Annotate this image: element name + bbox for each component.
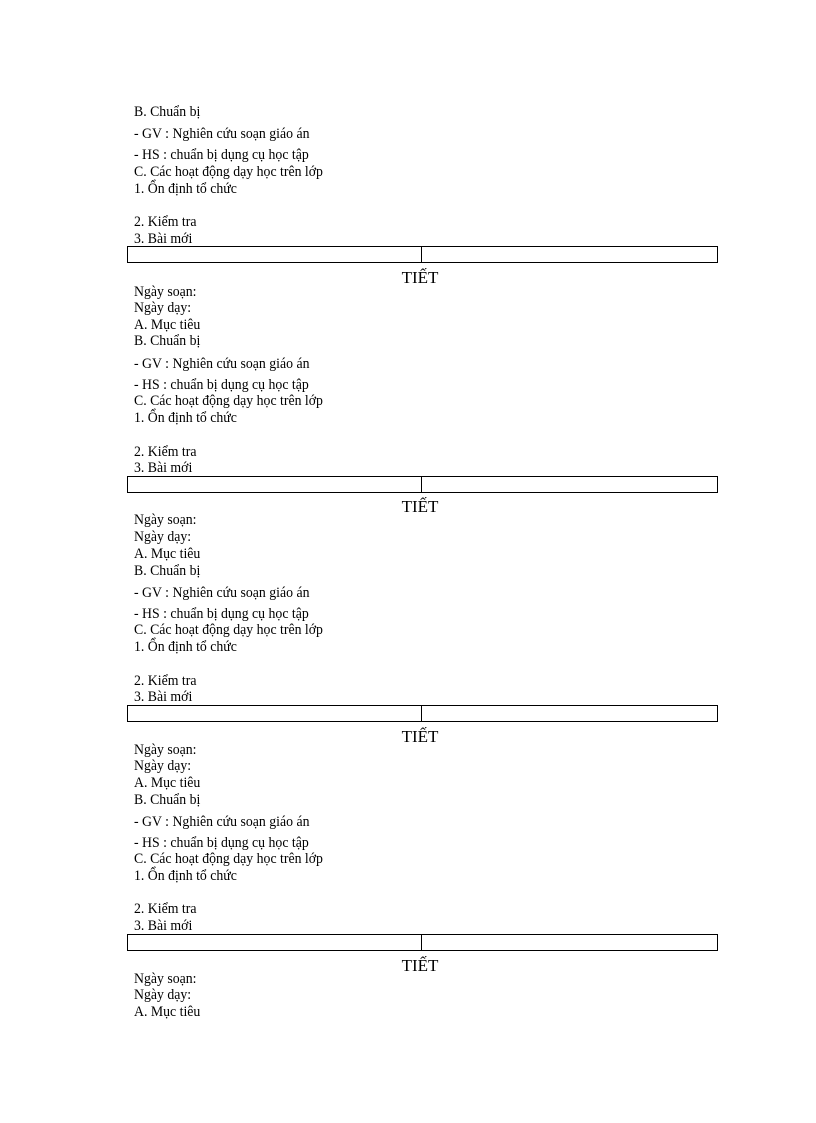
step-on-dinh: 1. Ổn định tổ chức (134, 181, 237, 197)
section-heading-muc-tieu: A. Mục tiêu (134, 775, 201, 791)
table-cell (128, 706, 422, 721)
section-heading-hoat-dong: C. Các hoạt động dạy học trên lớp (134, 622, 323, 638)
table-cell (422, 706, 717, 721)
table-cell (128, 247, 422, 262)
table-cell (128, 935, 422, 950)
section-heading-muc-tieu: A. Mục tiêu (134, 317, 201, 333)
section-heading-hoat-dong: C. Các hoạt động dạy học trên lớp (134, 851, 323, 867)
date-prepared: Ngày soạn: (134, 284, 197, 300)
teacher-prep-line: - GV : Nghiên cứu soạn giáo án (134, 814, 310, 830)
lesson-title: TIẾT (401, 268, 439, 287)
student-prep-line: - HS : chuẩn bị dụng cụ học tập (134, 606, 309, 622)
step-bai-moi: 3. Bài mới (134, 918, 193, 934)
teacher-prep-line: - GV : Nghiên cứu soạn giáo án (134, 585, 310, 601)
step-on-dinh: 1. Ổn định tổ chức (134, 868, 237, 884)
section-heading-muc-tieu: A. Mục tiêu (134, 1004, 201, 1020)
section-heading-chuan-bi: B. Chuẩn bị (134, 792, 201, 808)
lesson-table (127, 476, 718, 493)
lesson-table (127, 934, 718, 951)
step-kiem-tra: 2. Kiểm tra (134, 444, 197, 460)
lesson-title: TIẾT (401, 956, 439, 975)
step-kiem-tra: 2. Kiểm tra (134, 214, 197, 230)
student-prep-line: - HS : chuẩn bị dụng cụ học tập (134, 147, 309, 163)
table-cell (422, 935, 717, 950)
lesson-title: TIẾT (401, 497, 439, 516)
section-heading-chuan-bi: B. Chuẩn bị (134, 333, 201, 349)
lesson-table (127, 705, 718, 722)
lesson-title: TIẾT (401, 727, 439, 746)
date-taught: Ngày dạy: (134, 987, 192, 1003)
table-cell (422, 247, 717, 262)
section-heading-muc-tieu: A. Mục tiêu (134, 546, 201, 562)
lesson-table (127, 246, 718, 263)
date-prepared: Ngày soạn: (134, 971, 197, 987)
section-heading-chuan-bi: B. Chuẩn bị (134, 104, 201, 120)
student-prep-line: - HS : chuẩn bị dụng cụ học tập (134, 835, 309, 851)
date-taught: Ngày dạy: (134, 300, 192, 316)
step-kiem-tra: 2. Kiểm tra (134, 901, 197, 917)
date-taught: Ngày dạy: (134, 529, 192, 545)
step-bai-moi: 3. Bài mới (134, 231, 193, 247)
section-heading-chuan-bi: B. Chuẩn bị (134, 563, 201, 579)
step-bai-moi: 3. Bài mới (134, 460, 193, 476)
step-bai-moi: 3. Bài mới (134, 689, 193, 705)
date-prepared: Ngày soạn: (134, 512, 197, 528)
teacher-prep-line: - GV : Nghiên cứu soạn giáo án (134, 126, 310, 142)
teacher-prep-line: - GV : Nghiên cứu soạn giáo án (134, 356, 310, 372)
section-heading-hoat-dong: C. Các hoạt động dạy học trên lớp (134, 393, 323, 409)
step-on-dinh: 1. Ổn định tổ chức (134, 410, 237, 426)
date-prepared: Ngày soạn: (134, 742, 197, 758)
date-taught: Ngày dạy: (134, 758, 192, 774)
step-kiem-tra: 2. Kiểm tra (134, 673, 197, 689)
section-heading-hoat-dong: C. Các hoạt động dạy học trên lớp (134, 164, 323, 180)
table-cell (128, 477, 422, 492)
table-cell (422, 477, 717, 492)
step-on-dinh: 1. Ổn định tổ chức (134, 639, 237, 655)
student-prep-line: - HS : chuẩn bị dụng cụ học tập (134, 377, 309, 393)
